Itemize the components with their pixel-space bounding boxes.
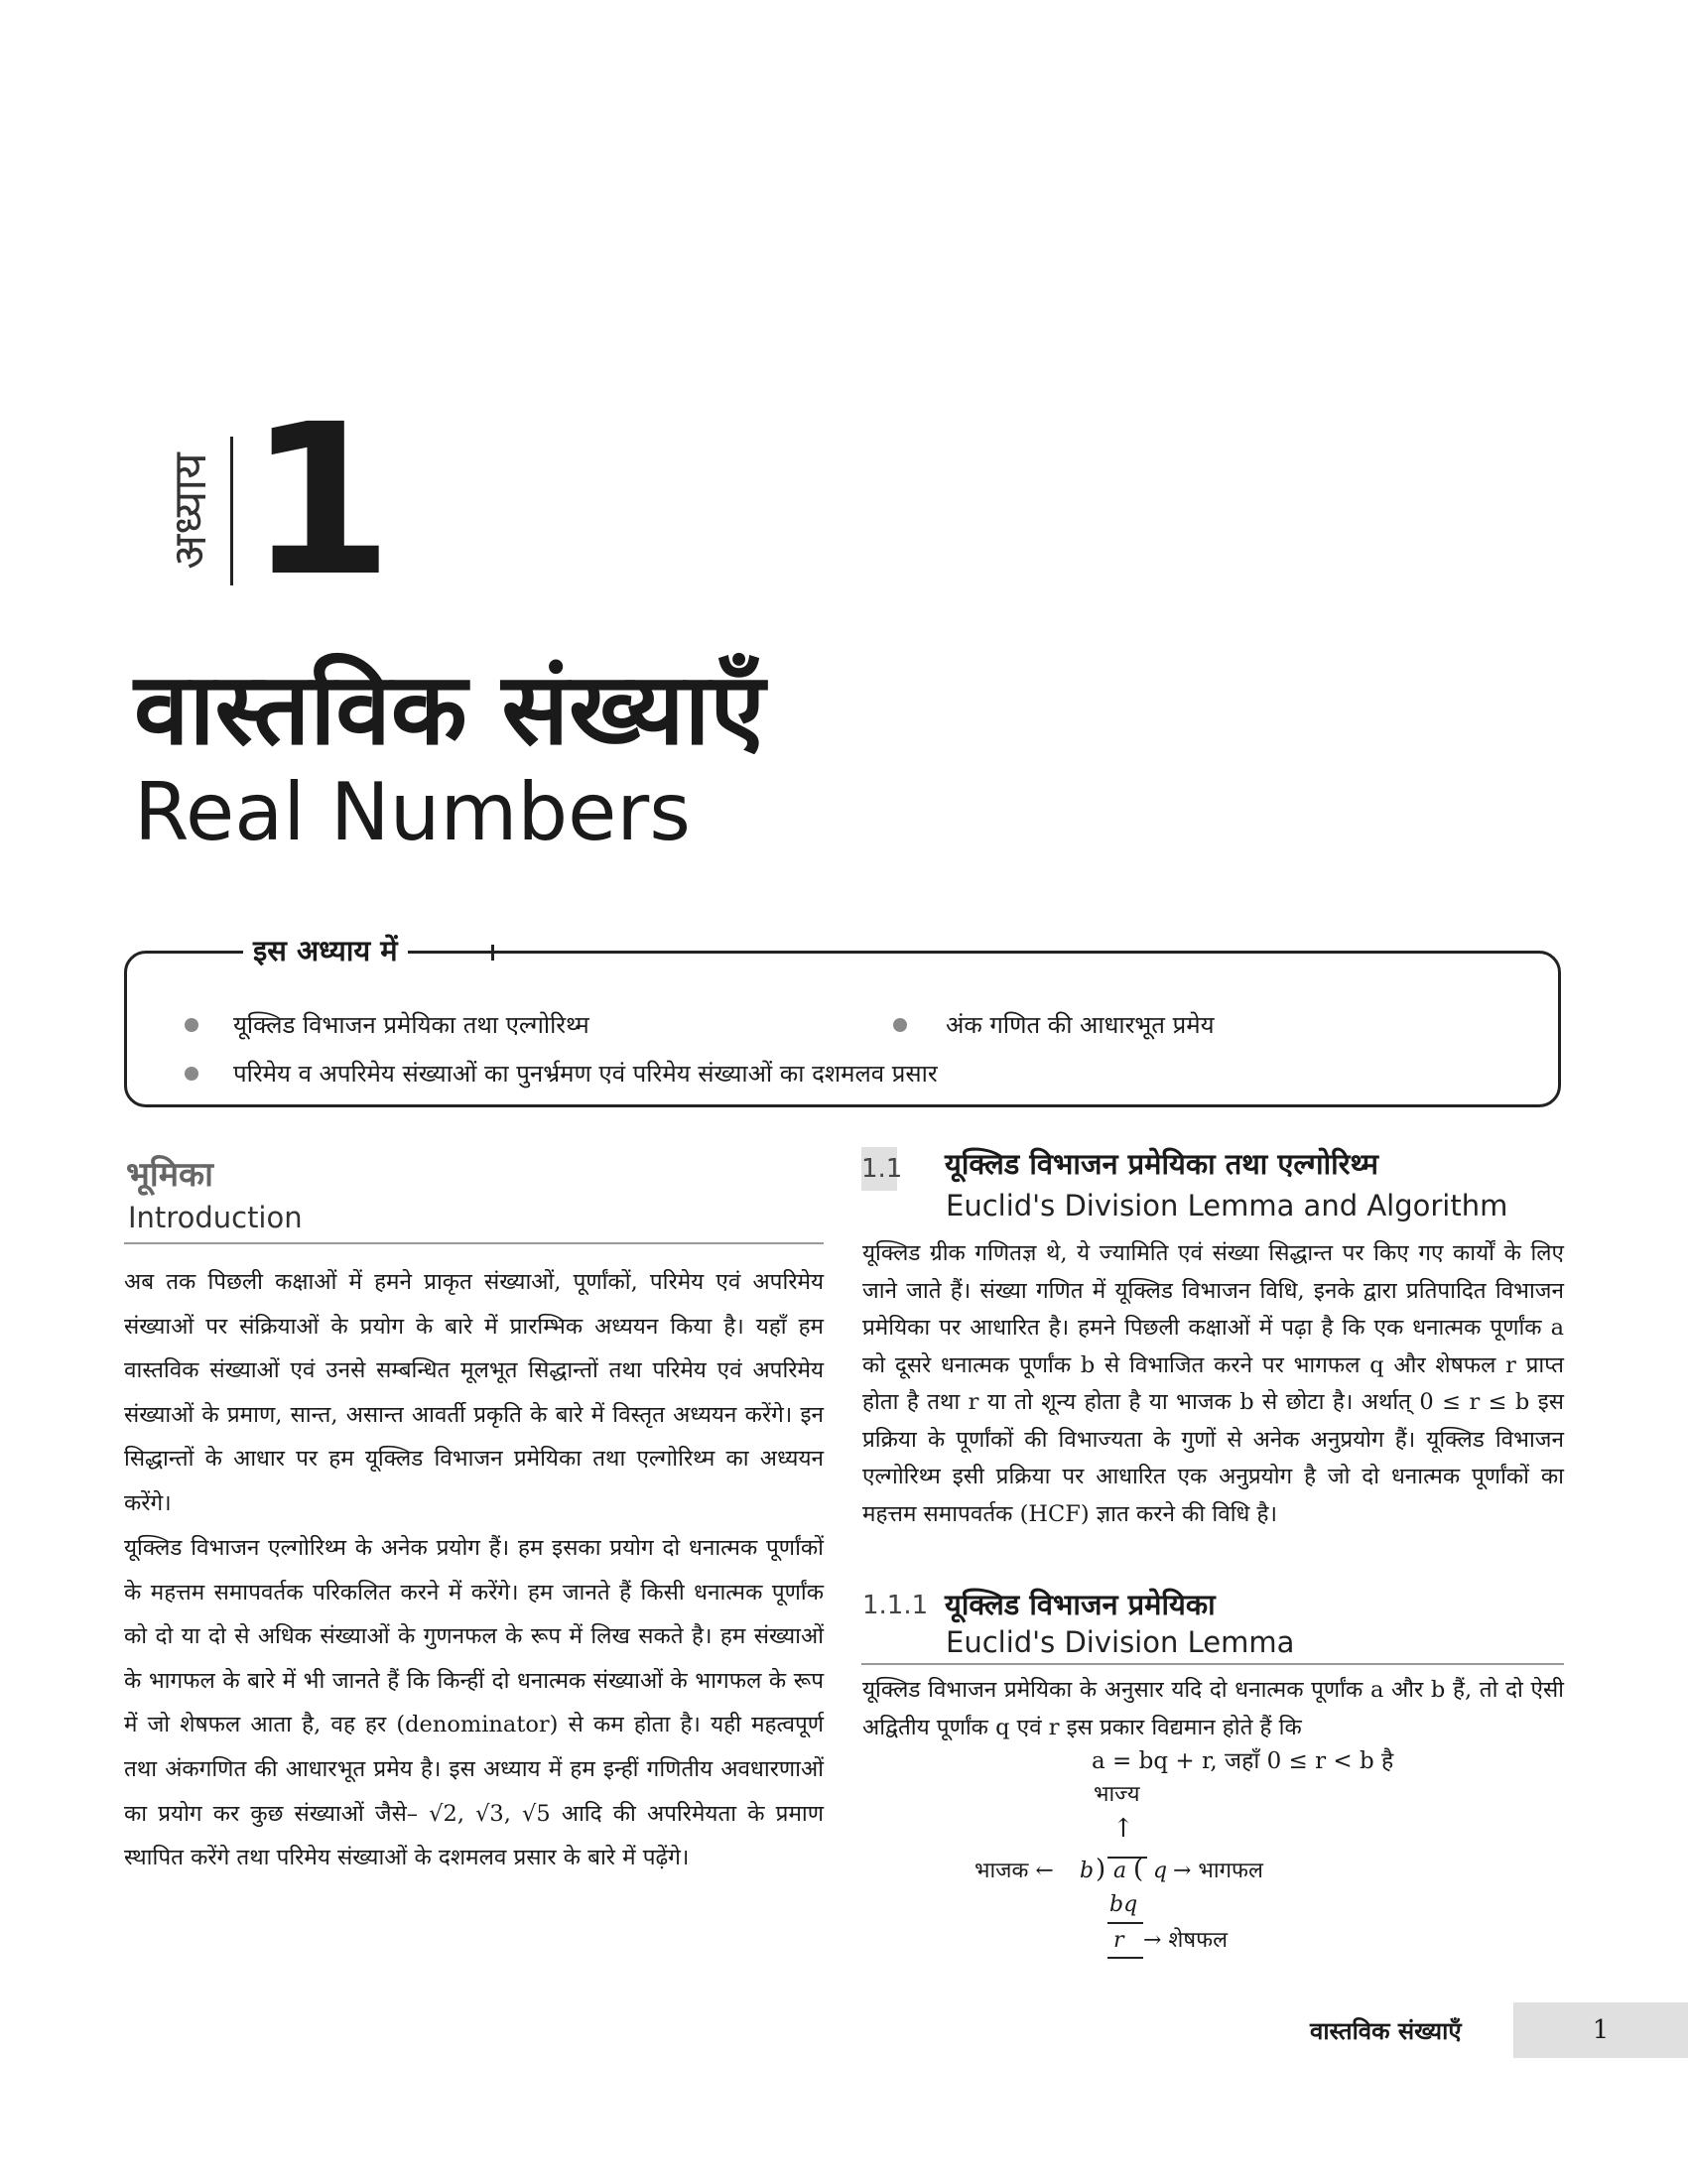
remainder-label: → शेषफल: [1143, 1928, 1228, 1953]
up-arrow: ↑: [1112, 1814, 1134, 1844]
chapter-word: [149, 437, 228, 585]
chapter-divider: [230, 437, 233, 585]
chapter-title-english: Real Numbers: [134, 766, 691, 858]
topic-item: यूक्लिड विभाजन प्रमेयिका तथा एल्गोरिथ्म: [233, 1011, 589, 1039]
section-number-box: 1.1: [861, 1147, 897, 1191]
remainder-underline: [1107, 1957, 1143, 1959]
subsection-number: 1.1.1: [862, 1591, 929, 1620]
quotient-symbol: q: [1153, 1859, 1168, 1883]
subsection-rule: [861, 1663, 1564, 1665]
intro-heading-rule: [124, 1242, 824, 1244]
intro-paragraph-1: अब तक पिछली कक्षाओं में हमने प्राकृत संख्याओं, पूर्णांकों, परिमेय एवं अपरिमेय संख्याओं पर संक्रियाओं के प्रयोग के बारे में प्रारम्भिक अध्ययन किया है। यहाँ हम वास्तविक संख्याओं एवं उनसे सम्बन्धित मूलभूत सिद्धान्तों तथा परिमेय एवं अपरिमेय संख्याओं के प्रमाण, सान्त, असान्त आवर्ती प्रकृति के बारे में विस्तृत अध्ययन करेंगे। इन सिद्धान्तों के आधार पर हम यूक्लिड विभाजन प्रमेयिका तथा एल्गोरिथ्म का अध्ययन करेंगे।: [124, 1269, 824, 1516]
division-bracket: ): [1096, 1855, 1106, 1884]
quotient-label: → भागफल: [1173, 1859, 1263, 1883]
chapter-title-hindi: वास्तविक संख्याएँ: [134, 651, 765, 767]
topic-item: अंक गणित की आधारभूत प्रमेय: [946, 1011, 1215, 1039]
product-symbol: bq: [1109, 1892, 1138, 1917]
section-heading-english: Euclid's Division Lemma and Algorithm: [946, 1189, 1508, 1222]
section-paragraph: यूक्लिड ग्रीक गणितज्ञ थे, ये ज्यामिति एवं संख्या सिद्धान्त पर किए गए कार्यों के लिए जाने जाते हैं। संख्या गणित में यूक्लिड विभाजन विधि, इनके द्वारा प्रतिपादित विभाजन प्रमेयिका पर आधारित है। हमने पिछली कक्षाओं में पढ़ा है कि एक धनात्मक पूर्णांक a को दूसरे धनात्मक पूर्णांक b से विभाजित करने पर भागफल q और शेषफल r प्राप्त होता है तथा r या तो शून्य होता है या भाजक b से छोटा है। अर्थात् 0 ≤ r ≤ b इस प्रक्रिया के पूर्णांकों की विभाज्यता के गुणों से अनेक अनुप्रयोग हैं। यूक्लिड विभाजन एल्गोरिथ्म इसी प्रक्रिया पर आधारित एक अनुप्रयोग है जो दो धनात्मक पूर्णांकों का महत्तम समापवर्तक (HCF) ज्ञात करने की विधि है।: [862, 1240, 1564, 1527]
footer-chapter-title: वास्तविक संख्याएँ: [1310, 2017, 1462, 2045]
divisor-label: भाजक ←: [974, 1859, 1054, 1883]
intro-heading-english: Introduction: [128, 1201, 303, 1234]
page-number: 1: [1513, 2002, 1688, 2058]
remainder-symbol: r: [1113, 1928, 1124, 1953]
topic-item: परिमेय व अपरिमेय संख्याओं का पुनर्भ्रमण एवं परिमेय संख्याओं का दशमलव प्रसार: [233, 1060, 938, 1088]
lemma-equation: a = bq + r, जहाँ 0 ≤ r < b है: [1092, 1748, 1394, 1774]
topic-bullet: [185, 1067, 198, 1081]
box-label-tick: [491, 945, 494, 961]
intro-heading-hindi: भूमिका: [126, 1155, 213, 1195]
subsection-heading-hindi: यूक्लिड विभाजन प्रमेयिका: [945, 1588, 1216, 1621]
topic-bullet: [185, 1018, 198, 1032]
quotient-bracket: (: [1133, 1855, 1144, 1884]
dividend-symbol: a: [1113, 1859, 1127, 1883]
divisor-symbol: b: [1080, 1859, 1095, 1883]
chapter-number: 1: [248, 379, 394, 622]
section-heading-hindi: यूक्लिड विभाजन प्रमेयिका तथा एल्गोरिथ्म: [945, 1147, 1378, 1181]
topic-bullet: [893, 1018, 907, 1032]
subtraction-bar: [1107, 1922, 1143, 1924]
lemma-paragraph: यूक्लिड विभाजन प्रमेयिका के अनुसार यदि दो धनात्मक पूर्णांक a और b हैं, तो दो ऐसी अद्वितीय पूर्णांक q एवं r इस प्रकार विद्यमान होते हैं कि: [862, 1677, 1564, 1740]
intro-paragraph-2: यूक्लिड विभाजन एल्गोरिथ्म के अनेक प्रयोग हैं। हम इसका प्रयोग दो धनात्मक पूर्णांकों के महत्तम समापवर्तक परिकलित करने में करेंगे। हम जानते हैं किसी धनात्मक पूर्णांक को दो या दो से अधिक संख्याओं के गुणनफल के रूप में लिख सकते है। हम संख्याओं के भागफल के बारे में भी जानते हैं कि किन्हीं दो धनात्मक संख्याओं के भागफल के रूप में जो शेषफल आता है, वह हर (denominator) से कम होता है। यही महत्वपूर्ण तथा अंकगणित की आधारभूत प्रमेय है। इस अध्याय में हम इन्हीं गणितीय अवधारणाओं का प्रयोग कर कुछ संख्याओं जैसे– √2, √3, √5 आदि की अपरिमेयता के प्रमाण स्थापित करेंगे तथा परिमेय संख्याओं के दशमलव प्रसार के बारे में पढ़ेंगे।: [124, 1535, 824, 1871]
chapter-contents-label: इस अध्याय में: [243, 929, 408, 972]
subsection-heading-english: Euclid's Division Lemma: [946, 1625, 1295, 1659]
dividend-label: भाज्य: [1094, 1782, 1140, 1807]
chapter-word-text: अध्याय: [163, 452, 216, 570]
